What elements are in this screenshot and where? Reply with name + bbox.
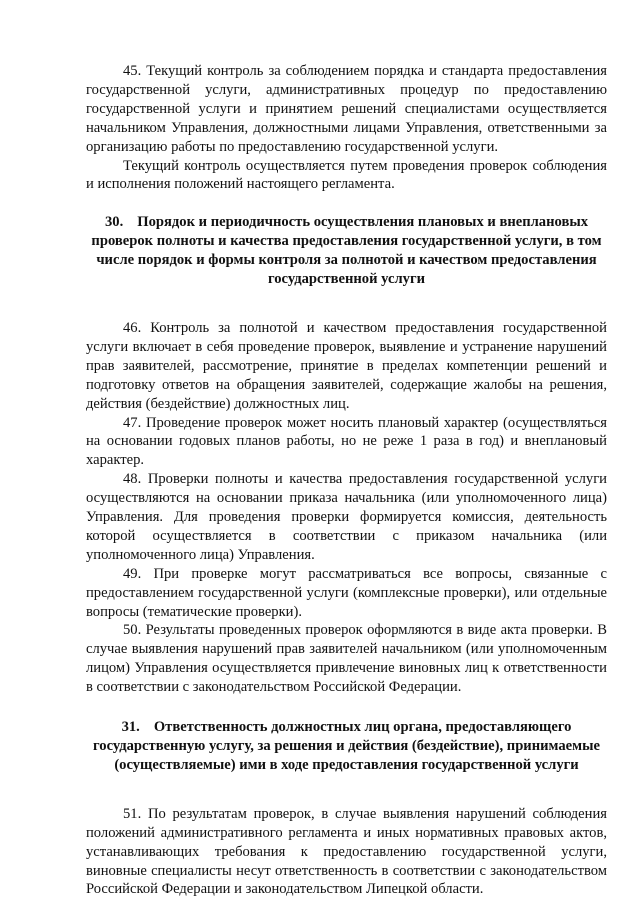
paragraph-48: 48. Проверки полноты и качества предоставления государственной услуги осуществляются на основании приказа начальника (или уполномоченного лица) Управления. Для проведения проверки формируется комиссия, деятельность которой осуществляется в соответствии с приказом начальника (или уполномоченного лица) Управления. — [86, 471, 607, 563]
section-31-heading — [86, 718, 607, 775]
paragraph-50: 50. Результаты проведенных проверок оформляются в виде акта проверки. В случае выявления нарушений прав заявителей начальником (или уполномоченным лицом) Управления осуществляется привлечение виновных лиц к ответственности в соответствии с законодательством Российской Федерации. — [86, 622, 607, 696]
paragraph-51: 51. По результатам проверок, в случае выявления нарушений соблюдения положений административного регламента и иных нормативных правовых актов, устанавливающих требования к предоставлению государственной услуги, виновные специалисты несут ответственность в соответствии с законодательством Российской Федерации и законодательством Липецкой области. — [86, 805, 607, 898]
section-30-title: Порядок и периодичность осуществления плановых и внеплановых проверок полноты и качества предоставления государственной услуги, в том числе порядок и формы контроля за полнотой и качеством предоставления государственной услуги — [91, 214, 602, 288]
document-page — [86, 62, 607, 899]
section-31-number: 31. — [121, 719, 140, 736]
paragraph-49: 49. При проверке могут рассматриваться все вопросы, связанные с предоставлением государственной услуги (комплексные проверки), или отдельные вопросы (тематические проверки). — [86, 565, 607, 620]
paragraph-46: 46. Контроль за полнотой и качеством предоставления государственной услуги включает в себя проведение проверок, выявление и устранение нарушений прав заявителей, рассмотрение, принятие в пределах компетенции решений и подготовку ответов на обращения заявителей, содержащие жалобы на решения, действия (бездействие) должностных лиц. — [86, 319, 607, 412]
paragraph-45: 45. Текущий контроль за соблюдением порядка и стандарта предоставления государственной услуги, административных процедур по предоставлению государственной услуги и принятием решений специалистами осуществляется начальником Управления, должностными лицами Управления, ответственными за организацию работы по предоставлению государственной услуги. — [86, 63, 607, 155]
paragraph-47: 47. Проведение проверок может носить плановый характер (осуществляться на основании годовых планов работы, но не реже 1 раза в год) и внеплановый характер. — [86, 414, 607, 469]
paragraph-45-continued: Текущий контроль осуществляется путем проведения проверок соблюдения и исполнения положений настоящего регламента. — [86, 157, 607, 193]
section-31-title: Ответственность должностных лиц органа, предоставляющего государственную услугу, за решения и действия (бездействие), принимаемые (осуществляемые) ими в ходе предоставления государственной услуги — [93, 719, 600, 773]
section-30-number: 30. — [104, 214, 124, 231]
section-30-heading — [86, 213, 607, 289]
